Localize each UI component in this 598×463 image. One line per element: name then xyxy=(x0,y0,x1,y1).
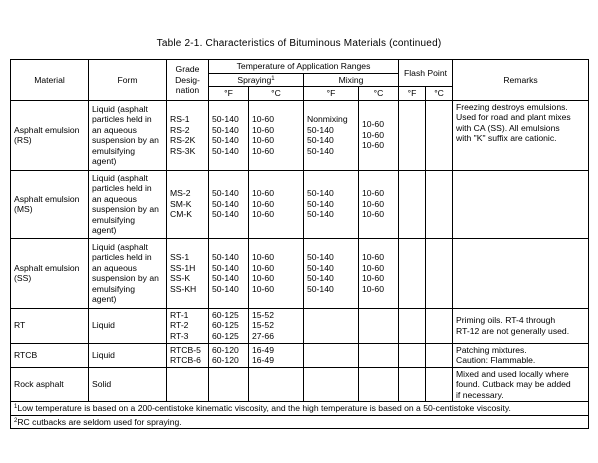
flash-f-cell xyxy=(399,343,426,367)
mixing-c-cell xyxy=(359,308,399,343)
spraying-f-cell: 50-140 50-140 50-140 50-140 xyxy=(209,238,249,308)
spraying-f-cell xyxy=(209,367,249,402)
mixing-f-cell xyxy=(304,367,359,402)
header-remarks: Remarks xyxy=(453,60,589,101)
table-title: Table 2-1. Characteristics of Bituminous Materials (continued) xyxy=(156,38,442,49)
flash-c-cell xyxy=(426,238,453,308)
header-grade: Grade Desig- nation xyxy=(167,60,209,101)
material-cell: Rock asphalt xyxy=(11,367,89,402)
form-cell: Liquid (asphalt particles held in an aqueous suspension by an emulsifying agent) xyxy=(89,238,167,308)
table-row xyxy=(11,100,589,170)
form-cell: Liquid xyxy=(89,343,167,367)
bituminous-materials-table xyxy=(10,59,589,429)
remarks-cell xyxy=(453,238,589,308)
form-cell: Liquid xyxy=(89,308,167,343)
header-material: Material xyxy=(11,60,89,101)
flash-f-cell xyxy=(399,170,426,238)
grade-cell: RT-1 RT-2 RT-3 xyxy=(167,308,209,343)
header-flash-f: °F xyxy=(399,87,426,101)
flash-f-cell xyxy=(399,308,426,343)
table-row xyxy=(11,170,589,238)
remarks-cell: Mixed and used locally where found. Cutback may be added if necessary. xyxy=(453,367,589,402)
flash-c-cell xyxy=(426,170,453,238)
form-cell: Solid xyxy=(89,367,167,402)
flash-c-cell xyxy=(426,367,453,402)
remarks-cell xyxy=(453,170,589,238)
header-spraying: Spraying$^1$ xyxy=(209,73,304,87)
spraying-c-cell xyxy=(249,367,304,402)
flash-f-cell xyxy=(399,238,426,308)
flash-c-cell xyxy=(426,308,453,343)
spraying-c-cell: 10-60 10-60 10-60 xyxy=(249,170,304,238)
flash-c-cell xyxy=(426,343,453,367)
header-mix-f: °F xyxy=(304,87,359,101)
mixing-c-cell: 10-60 10-60 10-60 xyxy=(359,170,399,238)
mixing-f-cell xyxy=(304,343,359,367)
table-row xyxy=(11,343,589,367)
mixing-f-cell xyxy=(304,308,359,343)
spraying-f-cell: 50-140 50-140 50-140 50-140 xyxy=(209,100,249,170)
remarks-cell: Freezing destroys emulsions. Used for road and plant mixes with CA (SS). All emulsions with "K" suffix are cationic. xyxy=(453,100,589,170)
mixing-c-cell xyxy=(359,367,399,402)
spraying-c-cell: 10-60 10-60 10-60 10-60 xyxy=(249,238,304,308)
form-cell: Liquid (asphalt particles held in an aqueous suspension by an emulsifying agent) xyxy=(89,100,167,170)
mixing-f-cell: 50-140 50-140 50-140 50-140 xyxy=(304,238,359,308)
header-mix-c: °C xyxy=(359,87,399,101)
table-row xyxy=(11,367,589,402)
spraying-f-cell: 50-140 50-140 50-140 xyxy=(209,170,249,238)
grade-cell: RS-1 RS-2 RS-2K RS-3K xyxy=(167,100,209,170)
table-row xyxy=(11,238,589,308)
mixing-f-cell: 50-140 50-140 50-140 xyxy=(304,170,359,238)
spraying-c-cell: 15-52 15-52 27-66 xyxy=(249,308,304,343)
mixing-f-cell: Nonmixing 50-140 50-140 50-140 xyxy=(304,100,359,170)
flash-c-cell xyxy=(426,100,453,170)
footnote-1: $^1$Low temperature is based on a 200-centistoke kinematic viscosity, and the high temperature is based on a 50-centistoke viscosity. xyxy=(11,402,589,416)
flash-f-cell xyxy=(399,100,426,170)
mixing-c-cell: 10-60 10-60 10-60 xyxy=(359,100,399,170)
spraying-f-cell: 60-125 60-125 60-125 xyxy=(209,308,249,343)
material-cell: Asphalt emulsion (RS) xyxy=(11,100,89,170)
material-cell: RT xyxy=(11,308,89,343)
grade-cell: RTCB-5 RTCB-6 xyxy=(167,343,209,367)
header-temperature-ranges: Temperature of Application Ranges xyxy=(209,60,399,74)
spraying-c-cell: 16-49 16-49 xyxy=(249,343,304,367)
table-row xyxy=(11,308,589,343)
mixing-c-cell xyxy=(359,343,399,367)
header-spray-f: °F xyxy=(209,87,249,101)
material-cell: Asphalt emulsion (MS) xyxy=(11,170,89,238)
material-cell: RTCB xyxy=(11,343,89,367)
header-form: Form xyxy=(89,60,167,101)
grade-cell: SS-1 SS-1H SS-K SS-KH xyxy=(167,238,209,308)
grade-cell: MS-2 SM-K CM-K xyxy=(167,170,209,238)
header-mixing: Mixing xyxy=(304,73,399,87)
mixing-c-cell: 10-60 10-60 10-60 10-60 xyxy=(359,238,399,308)
remarks-cell: Patching mixtures. Caution: Flammable. xyxy=(453,343,589,367)
grade-cell xyxy=(167,367,209,402)
flash-f-cell xyxy=(399,367,426,402)
spraying-c-cell: 10-60 10-60 10-60 10-60 xyxy=(249,100,304,170)
form-cell: Liquid (asphalt particles held in an aqueous suspension by an emulsifying agent) xyxy=(89,170,167,238)
material-cell: Asphalt emulsion (SS) xyxy=(11,238,89,308)
spraying-f-cell: 60-120 60-120 xyxy=(209,343,249,367)
footnote-2: $^2$RC cutbacks are seldom used for spraying. xyxy=(11,415,589,429)
header-flash-point: Flash Point xyxy=(399,60,453,87)
header-spray-c: °C xyxy=(249,87,304,101)
header-flash-c: °C xyxy=(426,87,453,101)
remarks-cell: Priming oils. RT-4 through RT-12 are not generally used. xyxy=(453,308,589,343)
